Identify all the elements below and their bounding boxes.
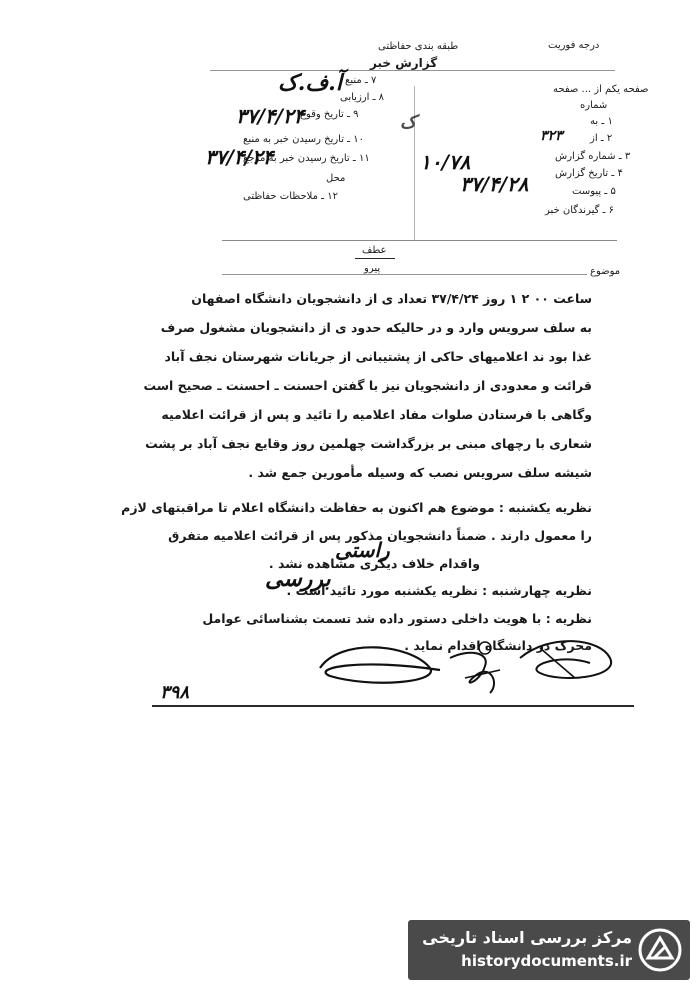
urgency-label: درجه فوریت bbox=[548, 40, 600, 51]
analysis-line-4: نظریه چهارشنبه : نظریه یکشنبه مورد تائید است . bbox=[286, 583, 592, 598]
field-recipients: ۶ ـ گیرندگان خبر bbox=[545, 205, 615, 216]
field-location: محل bbox=[326, 173, 346, 184]
handwritten-margin-note-2: بررسی bbox=[265, 566, 331, 592]
page-mark: ۳۹۸ bbox=[160, 682, 190, 703]
handwritten-margin-note: راستی bbox=[335, 538, 390, 562]
serial-label: شماره bbox=[580, 100, 608, 111]
field-security-notes: ۱۲ ـ ملاحظات حفاظتی bbox=[243, 191, 338, 202]
analysis-line-3: واقدام خلاف دیگری مشاهده نشد . bbox=[268, 556, 480, 571]
analysis-line-6: محرک در دانشگاه اقدام نماید . bbox=[404, 638, 592, 653]
classification-label: طبقه بندی حفاظتی bbox=[378, 41, 459, 52]
watermark bbox=[408, 920, 690, 980]
field-from: ۲ ـ از bbox=[590, 133, 613, 144]
field-date-to-source: ۱۰ ـ تاریخ رسیدن خبر به منبع bbox=[243, 134, 365, 145]
ref-label: عطف bbox=[362, 245, 387, 256]
form-title: گزارش خبر bbox=[370, 56, 438, 70]
header-rule bbox=[210, 70, 615, 71]
handwritten-number: ۳۲۳ bbox=[540, 128, 563, 144]
body-line-4: قرائت و معدودی از دانشجویان نیز با گفتن احسنت ـ احسنت ـ صحیح است bbox=[143, 378, 592, 393]
body-line-1: ساعت ۰۰ ۲ ۱ روز ۳۷/۴/۲۴ تعداد ی از دانشجویان دانشگاه اصفهان bbox=[191, 291, 592, 306]
field-occurrence-date: ۹ ـ تاریخ وقوع bbox=[300, 109, 359, 120]
body-line-5: وگاهی با فرستادن صلوات مفاد اعلامیه را تائید و پس از قرائت اعلامیه bbox=[161, 407, 592, 422]
handwritten-scribble: ک bbox=[400, 112, 417, 133]
analysis-line-5: نظریه : با هویت داخلی دستور داده شد تسمت بشناسائی عوامل bbox=[202, 611, 592, 626]
column-divider bbox=[414, 86, 415, 240]
analysis-line-2: را معمول دارند . ضمناً دانشجویان مذکور پس از قرائت اعلامیه متفرق bbox=[168, 528, 592, 543]
fields-bottom-rule bbox=[222, 240, 617, 241]
field-date-to-ref: ۱۱ ـ تاریخ رسیدن خبر به مرجع bbox=[243, 153, 370, 164]
field-report-date: ۴ ـ تاریخ گزارش bbox=[555, 168, 623, 179]
body-line-7: شیشه سلف سرویس نصب که وسیله مأمورین جمع شد . bbox=[248, 465, 592, 480]
field-to: ۱ ـ به bbox=[590, 116, 613, 127]
field-evaluation: ۸ ـ ارزیابی bbox=[340, 92, 385, 103]
watermark-logo-icon bbox=[638, 928, 682, 972]
handwritten-report-number: ۱۰/۷۸ bbox=[420, 150, 471, 174]
watermark-fa-text: مرکز بررسی اسناد تاریخی bbox=[422, 928, 632, 947]
subject-rule bbox=[222, 274, 587, 275]
field-attachment: ۵ ـ پیوست bbox=[572, 186, 616, 197]
body-line-6: شعاری با رچهای مبنی بر بزرگداشت چهلمین روز وقایع نجف آباد بر پشت bbox=[145, 436, 592, 451]
field-report-number: ۳ ـ شماره گزارش bbox=[555, 151, 631, 162]
ref-sub-label: پیرو bbox=[364, 263, 381, 274]
body-line-3: غذا بود ند اعلامیهای حاکی از پشتیبانی از جریانات شهرستان نجف آباد bbox=[164, 349, 592, 364]
analysis-line-1: نظریه یکشنبه : موضوع هم اکنون به حفاظت دانشگاه اعلام تا مراقبتهای لازم bbox=[121, 500, 592, 515]
subject-label: موضوع bbox=[590, 266, 621, 277]
handwritten-report-date: ۳۷/۴/۲۸ bbox=[460, 172, 529, 196]
handwritten-ref-date: ۳۷/۴/۲۴ bbox=[205, 145, 274, 169]
handwritten-source: آ.ف.ک bbox=[278, 70, 342, 96]
body-line-2: به سلف سرویس وارد و در حالیکه حدود ی از دانشجویان مشغول صرف bbox=[160, 320, 592, 335]
handwritten-occurrence-date: ۳۷/۴/۲۴ bbox=[236, 104, 305, 128]
watermark-en-text: historydocuments.ir bbox=[461, 952, 632, 970]
bottom-rule bbox=[152, 705, 634, 707]
field-source: ۷ ـ منبع bbox=[345, 75, 377, 86]
signatures bbox=[300, 628, 640, 708]
ref-divider bbox=[355, 258, 395, 259]
page-number-label: صفحه یکم از ... صفحه bbox=[553, 84, 649, 95]
